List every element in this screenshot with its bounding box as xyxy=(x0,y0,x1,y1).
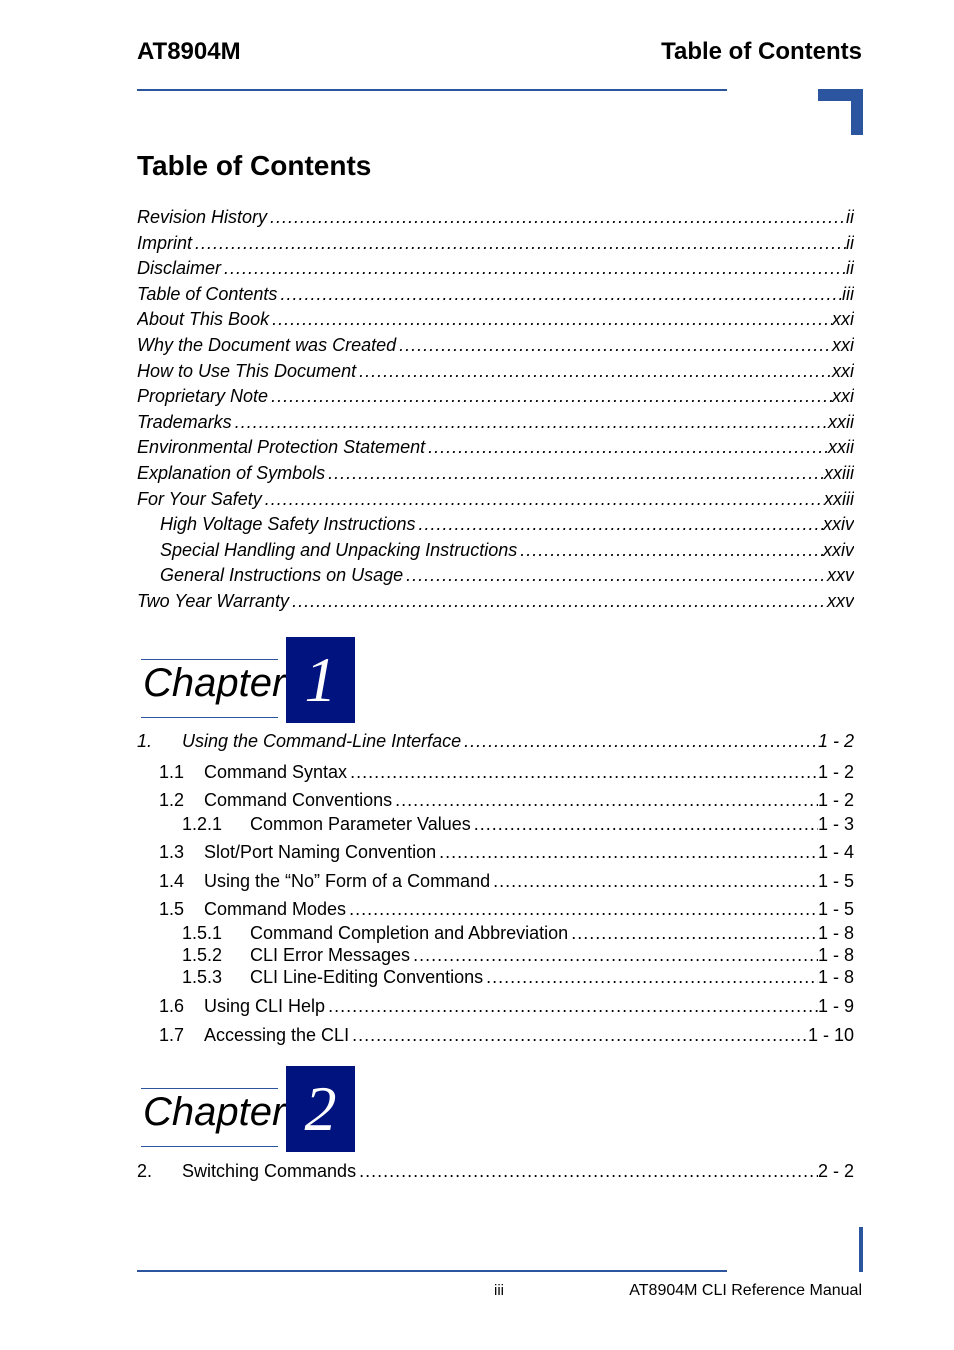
toc-entry[interactable] xyxy=(137,436,854,458)
toc-entry[interactable] xyxy=(137,966,854,988)
toc-entry-label: How to Use This Document xyxy=(137,360,357,381)
toc-entry-label: Command Syntax xyxy=(204,762,348,782)
toc-entry-label: CLI Error Messages xyxy=(250,945,411,965)
header-rule xyxy=(137,89,727,91)
toc-entry[interactable] xyxy=(137,898,854,920)
toc-entry[interactable] xyxy=(137,590,854,612)
dot-leader xyxy=(347,761,818,783)
toc-entry-page: 1 - 5 xyxy=(817,899,854,919)
toc-entry-page: xxii xyxy=(828,411,854,432)
dot-leader xyxy=(396,334,832,356)
toc-entry[interactable] xyxy=(137,789,854,811)
toc-entry-label: Revision History xyxy=(137,207,268,227)
dot-leader xyxy=(325,462,824,484)
toc-entry[interactable] xyxy=(137,813,854,835)
footer-corner-mark xyxy=(859,1227,863,1272)
toc-entry[interactable] xyxy=(137,385,854,407)
toc-entry[interactable] xyxy=(137,841,854,863)
dot-leader xyxy=(490,870,818,892)
header-doc-code: AT8904M xyxy=(137,38,241,65)
toc-entry-label: Common Parameter Values xyxy=(250,814,471,834)
chapter-word: Chapter xyxy=(143,1090,286,1134)
toc-entry-number: 2. xyxy=(137,1161,153,1181)
dot-leader xyxy=(277,283,842,305)
toc-entry-page: iii xyxy=(842,283,854,304)
dot-leader xyxy=(268,385,832,407)
toc-entry-label: Slot/Port Naming Convention xyxy=(204,842,437,862)
toc-entry-page: 1 - 8 xyxy=(817,923,854,943)
toc-entry-page: xxv xyxy=(827,591,854,611)
toc-entry[interactable] xyxy=(137,308,854,330)
dot-leader xyxy=(356,360,832,382)
toc-entry-page: 1 - 2 xyxy=(817,731,854,751)
toc-entry-label: General Instructions on Usage xyxy=(160,565,404,586)
toc-entry-number: 1.7 xyxy=(159,1025,185,1045)
toc-entry-label: Using the Command-Line Interface xyxy=(182,731,462,751)
toc-entry-label: Why the Document was Created xyxy=(137,335,397,355)
toc-entry-number: 1.5.2 xyxy=(182,945,223,965)
toc-entry-label: Environmental Protection Statement xyxy=(137,437,426,458)
toc-entry[interactable] xyxy=(137,1024,854,1046)
dot-leader xyxy=(410,944,818,966)
dot-leader xyxy=(568,922,818,944)
toc-entry[interactable] xyxy=(137,995,854,1017)
header-corner-mark-side xyxy=(851,89,863,135)
toc-entry-label: For Your Safety xyxy=(137,488,262,509)
toc-entry-page: xxi xyxy=(832,309,854,330)
toc-entry-number: 1. xyxy=(137,731,153,751)
toc-entry-number: 1.2 xyxy=(159,790,185,810)
chapter-number: 2 xyxy=(304,1073,337,1144)
toc-entry-page: xxi xyxy=(832,335,854,355)
dot-leader xyxy=(356,1160,818,1182)
toc-entry[interactable] xyxy=(137,944,854,966)
toc-entry-label: Trademarks xyxy=(137,411,232,432)
toc-entry-page: 1 - 8 xyxy=(817,945,854,965)
dot-leader xyxy=(192,232,846,254)
chapter-1-banner xyxy=(138,637,358,723)
chapter-number: 1 xyxy=(304,644,337,715)
dot-leader xyxy=(269,308,832,330)
toc-entry-label: Command Conventions xyxy=(204,790,393,810)
dot-leader xyxy=(403,564,827,586)
dot-leader xyxy=(232,411,828,433)
toc-entry[interactable] xyxy=(137,1160,854,1182)
toc-entry[interactable] xyxy=(137,870,854,892)
toc-entry-page: xxiv xyxy=(823,539,854,560)
toc-entry-page: 1 - 5 xyxy=(817,871,854,891)
chapter-rule-bottom xyxy=(141,717,278,718)
dot-leader xyxy=(517,539,823,561)
toc-entry-label: Imprint xyxy=(137,232,193,253)
toc-entry-page: xxi xyxy=(832,386,854,407)
toc-entry[interactable] xyxy=(137,539,854,561)
toc-entry-page: 1 - 2 xyxy=(817,762,854,782)
toc-entry-number: 1.5.1 xyxy=(182,923,223,943)
toc-entry-label: Disclaimer xyxy=(137,258,222,279)
toc-entry-label: Accessing the CLI xyxy=(204,1025,350,1045)
toc-entry-number: 1.3 xyxy=(159,842,185,862)
footer-rule xyxy=(137,1270,727,1272)
toc-entry-number: 1.5 xyxy=(159,899,185,919)
toc-entry-number: 1.6 xyxy=(159,996,185,1016)
toc-entry-label: Command Modes xyxy=(204,899,347,919)
toc-entry-page: xxi xyxy=(832,360,854,381)
dot-leader xyxy=(221,257,846,279)
toc-entry-label: High Voltage Safety Instructions xyxy=(160,514,416,535)
toc-entry[interactable] xyxy=(137,761,854,783)
dot-leader xyxy=(483,966,818,988)
dot-leader xyxy=(325,995,818,1017)
toc-entry-label: About This Book xyxy=(137,309,270,330)
toc-entry-page: ii xyxy=(846,232,854,253)
toc-entry-label: CLI Line-Editing Conventions xyxy=(250,967,484,987)
toc-entry-page: 1 - 4 xyxy=(817,842,854,862)
toc-entry[interactable] xyxy=(137,488,854,510)
toc-entry[interactable] xyxy=(137,922,854,944)
toc-entry-label: Special Handling and Unpacking Instructions xyxy=(160,539,518,560)
toc-title: Table of Contents xyxy=(137,150,372,181)
toc-entry-page: xxiii xyxy=(824,463,854,483)
chapter-word: Chapter xyxy=(143,661,286,705)
toc-entry-page: 1 - 3 xyxy=(817,814,854,834)
chapter-rule-top xyxy=(141,1088,278,1089)
toc-entry[interactable] xyxy=(137,730,854,752)
toc-entry-label: Switching Commands xyxy=(182,1161,357,1181)
toc-entry-label: Two Year Warranty xyxy=(137,591,290,611)
toc-entry-label: Using the “No” Form of a Command xyxy=(204,871,491,891)
toc-entry-page: xxiv xyxy=(823,514,854,535)
toc-entry-page: ii xyxy=(846,207,854,227)
toc-entry-label: Command Completion and Abbreviation xyxy=(250,923,569,943)
toc-entry[interactable] xyxy=(137,411,854,433)
dot-leader xyxy=(461,730,818,752)
toc-entry-label: Proprietary Note xyxy=(137,386,269,407)
dot-leader xyxy=(349,1024,808,1046)
toc-entry-page: 1 - 2 xyxy=(817,790,854,810)
chapter-rule-bottom xyxy=(141,1146,278,1147)
toc-entry[interactable] xyxy=(137,334,854,356)
toc-entry[interactable] xyxy=(137,462,854,484)
chapter-2-banner xyxy=(138,1066,358,1152)
dot-leader xyxy=(425,436,828,458)
dot-leader xyxy=(436,841,818,863)
toc-entry[interactable] xyxy=(137,513,854,535)
toc-entry-page: 2 - 2 xyxy=(817,1161,854,1181)
dot-leader xyxy=(471,813,818,835)
toc-entry-number: 1.4 xyxy=(159,871,185,891)
dot-leader xyxy=(415,513,823,535)
toc-entry[interactable] xyxy=(137,564,854,586)
dot-leader xyxy=(262,488,824,510)
toc-entry-page: xxii xyxy=(828,437,854,458)
toc-entry[interactable] xyxy=(137,283,854,305)
dot-leader xyxy=(289,590,827,612)
toc-entry[interactable] xyxy=(137,257,854,279)
toc-entry-number: 1.2.1 xyxy=(182,814,223,834)
chapter-number-box xyxy=(286,1066,355,1152)
footer-manual-title: AT8904M CLI Reference Manual xyxy=(629,1282,862,1299)
toc-entry-label: Explanation of Symbols xyxy=(137,463,326,483)
toc-entry-number: 1.1 xyxy=(159,762,185,782)
toc-entry-number: 1.5.3 xyxy=(182,967,223,987)
toc-entry-page: 1 - 9 xyxy=(817,996,854,1016)
toc-entry-page: 1 - 8 xyxy=(817,967,854,987)
toc-entry-page: ii xyxy=(846,258,854,279)
toc-entry[interactable] xyxy=(137,360,854,382)
dot-leader xyxy=(267,206,846,228)
toc-entry-page: 1 - 10 xyxy=(807,1025,854,1045)
toc-entry-label: Table of Contents xyxy=(137,283,278,304)
toc-entry-page: xxiii xyxy=(824,488,854,509)
header-section-title: Table of Contents xyxy=(661,38,862,65)
chapter-rule-top xyxy=(141,659,278,660)
dot-leader xyxy=(346,898,818,920)
chapter-number-box xyxy=(286,637,355,723)
toc-entry-page: xxv xyxy=(827,565,854,586)
toc-entry[interactable] xyxy=(137,232,854,254)
dot-leader xyxy=(392,789,818,811)
toc-entry[interactable] xyxy=(137,206,854,228)
footer-page-number: iii xyxy=(494,1282,504,1299)
toc-entry-label: Using CLI Help xyxy=(204,996,326,1016)
